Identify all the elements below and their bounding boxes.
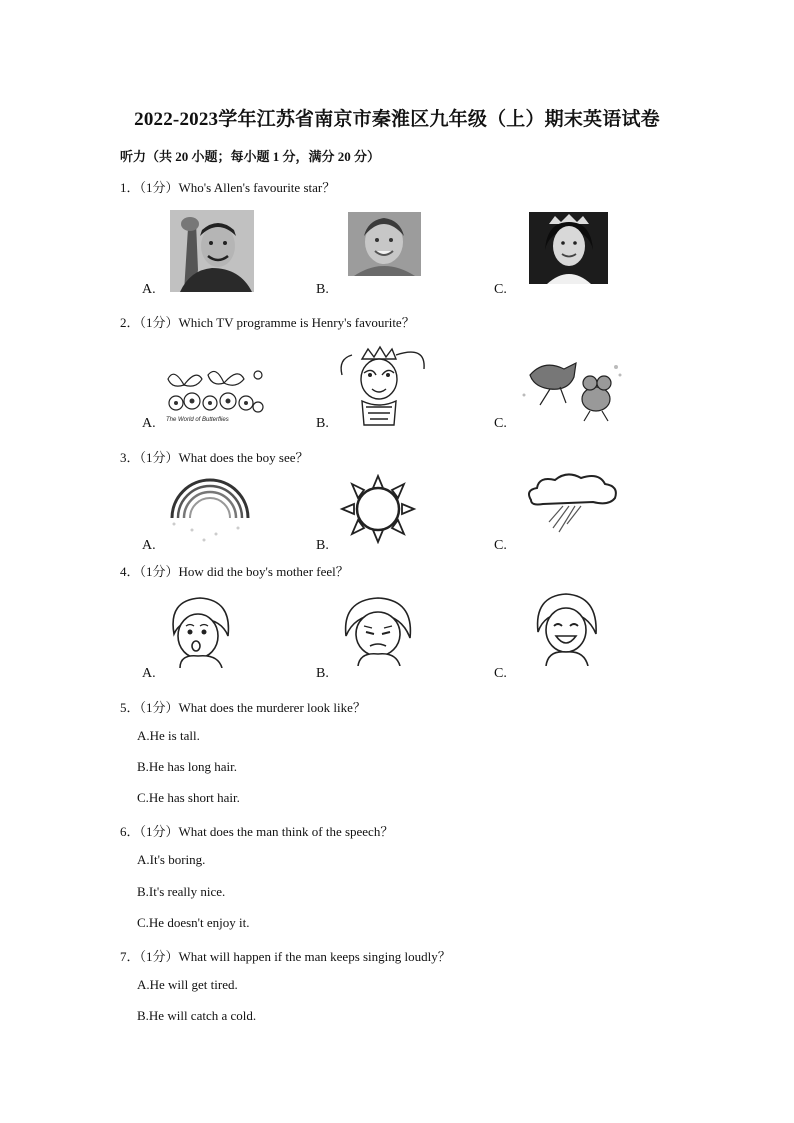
option-a-label: A. [142, 282, 156, 297]
question-1 [120, 177, 335, 196]
question-number: 2． [120, 315, 140, 330]
butterflies-flowers-icon [162, 365, 267, 423]
question-score: （1分） [139, 564, 179, 579]
page-title: 2022-2023学年江苏省南京市秦淮区九年级（上）期末英语试卷 [134, 109, 660, 130]
question-text: How did the boy's mother feel？ [178, 564, 349, 579]
sad-woman-icon [338, 594, 418, 666]
option-b-label: B. [316, 666, 329, 681]
question-number: 1． [120, 180, 140, 195]
question-7 [120, 946, 451, 965]
option-a-label: A. [142, 416, 156, 431]
question-5 [120, 697, 366, 716]
choice-a: A.He is tall. [137, 728, 200, 743]
option-c-label: C. [494, 282, 507, 297]
laughing-woman-icon [530, 592, 602, 666]
question-3 [120, 447, 309, 466]
question-number: 5． [120, 700, 140, 715]
sun-icon [336, 474, 420, 544]
question-text: Which TV programme is Henry's favourite？ [178, 315, 415, 330]
rainbow-icon [168, 472, 252, 542]
option-b-label: B. [316, 282, 329, 297]
surprised-woman-icon [164, 594, 236, 668]
question-score: （1分） [139, 315, 179, 330]
question-text: What does the man think of the speech？ [178, 824, 394, 839]
question-text: What does the murderer look like？ [178, 700, 366, 715]
question-score: （1分） [139, 824, 179, 839]
smiling-man-photo-icon [348, 212, 421, 276]
choice-a: A.He will get tired. [137, 977, 238, 992]
question-number: 6． [120, 824, 140, 839]
question-text: What will happen if the man keeps singing loudly？ [178, 949, 451, 964]
question-6 [120, 821, 393, 840]
question-2 [120, 312, 415, 331]
question-number: 3． [120, 450, 140, 465]
opera-mask-icon [334, 345, 428, 427]
question-score: （1分） [139, 700, 179, 715]
question-score: （1分） [139, 949, 179, 964]
cartoon-cat-mouse-icon [520, 355, 624, 423]
choice-b: B.He has long hair. [137, 759, 238, 774]
picture-caption: The World of Butterflies [166, 417, 229, 423]
option-a-label: A. [142, 666, 156, 681]
question-4 [120, 561, 349, 580]
question-number: 4． [120, 564, 140, 579]
option-a-label: A. [142, 538, 156, 553]
choice-a: A.It's boring. [137, 852, 206, 867]
choice-b: B.He will catch a cold. [137, 1008, 257, 1023]
choice-b: B.It's really nice. [137, 884, 226, 899]
option-c-label: C. [494, 666, 507, 681]
option-c-label: C. [494, 538, 507, 553]
woman-with-tiara-photo-icon [529, 212, 608, 284]
option-b-label: B. [316, 538, 329, 553]
cloud-lightning-icon [523, 470, 621, 538]
choice-c: C.He doesn't enjoy it. [137, 915, 250, 930]
option-c-label: C. [494, 416, 507, 431]
section-heading: 听力（共 20 小题；每小题 1 分，满分 20 分） [120, 149, 381, 164]
question-text: What does the boy see？ [178, 450, 309, 465]
question-score: （1分） [139, 180, 179, 195]
man-with-trophy-photo-icon [170, 210, 254, 292]
question-text: Who's Allen's favourite star？ [178, 180, 336, 195]
question-score: （1分） [139, 450, 179, 465]
question-number: 7． [120, 949, 140, 964]
choice-c: C.He has short hair. [137, 790, 240, 805]
option-b-label: B. [316, 416, 329, 431]
